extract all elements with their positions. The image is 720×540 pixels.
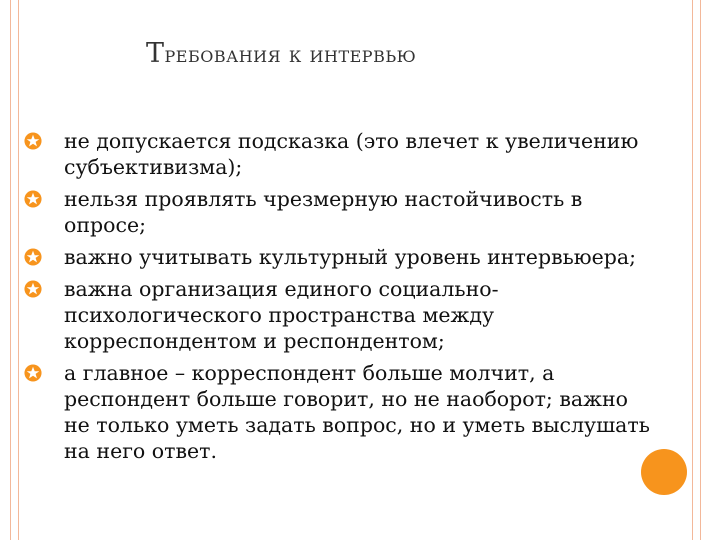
list-item: [0, 360, 700, 464]
right-border-outer: [700, 0, 701, 540]
star-bullet-icon: [24, 248, 42, 266]
decorative-orange-circle: [641, 449, 687, 495]
bullet-text: а главное – корреспондент больше молчит, а респондент больше говорит, но не наоборот; важно не только уметь задать вопрос, но и уметь выслушать на него ответ.: [64, 361, 650, 463]
list-item: [0, 276, 700, 354]
star-bullet-icon: [24, 364, 42, 382]
title-rest: ребования к интервью: [164, 42, 417, 68]
list-item: [0, 128, 700, 180]
star-bullet-icon: [24, 190, 42, 208]
bullet-text: нельзя проявлять чрезмерную настойчивость в опросе;: [64, 187, 583, 237]
slide-title: [146, 38, 416, 69]
list-item: [0, 186, 700, 238]
bullet-list: [0, 128, 700, 470]
bullet-text: важно учитывать культурный уровень интервьюера;: [64, 245, 636, 269]
bullet-text: не допускается подсказка (это влечет к увеличению субъективизма);: [64, 129, 639, 179]
star-bullet-icon: [24, 132, 42, 150]
bullet-text: важна организация единого социально-психологического пространства между корреспондентом и респондентом;: [64, 277, 499, 353]
title-first-letter: Т: [146, 38, 165, 69]
star-bullet-icon: [24, 280, 42, 298]
list-item: [0, 244, 700, 270]
